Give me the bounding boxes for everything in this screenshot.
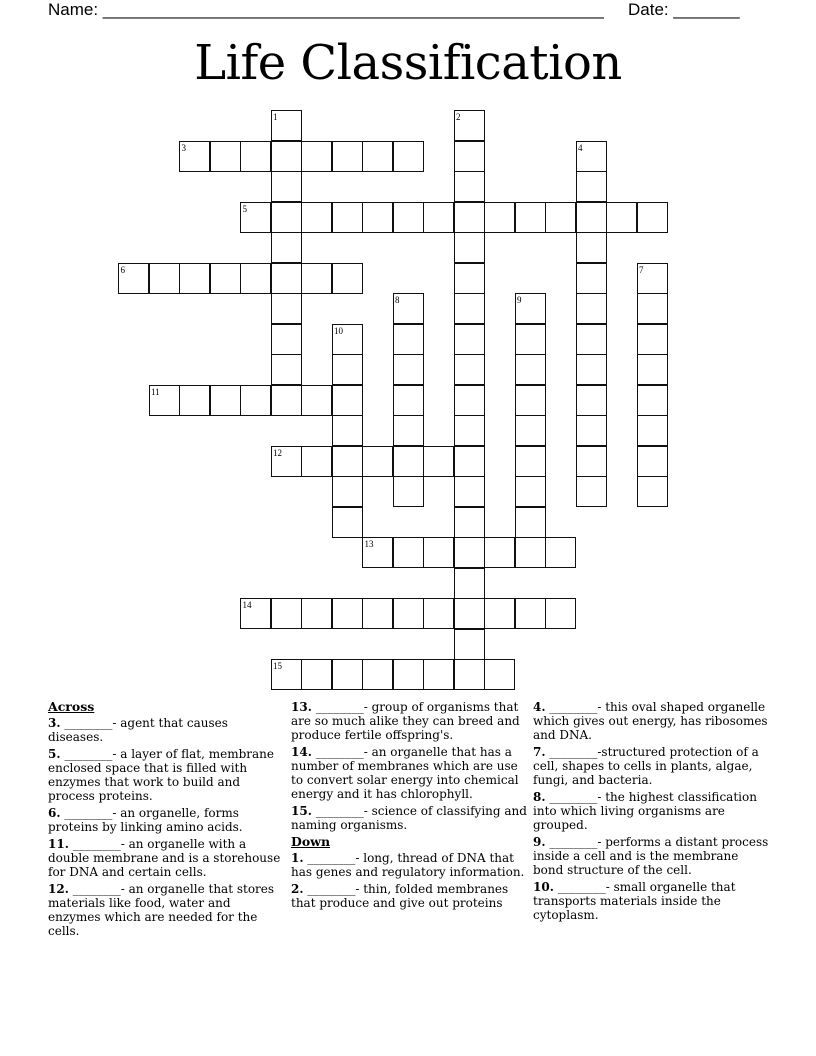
- grid-cell[interactable]: [423, 598, 454, 629]
- grid-cell[interactable]: [271, 202, 302, 233]
- clue-number: 12.: [48, 882, 69, 896]
- grid-cell[interactable]: [301, 659, 332, 690]
- grid-cell[interactable]: [332, 385, 363, 416]
- down-clue-9: [533, 835, 769, 877]
- grid-cell[interactable]: [515, 354, 546, 385]
- across-clue-13: [291, 700, 527, 742]
- grid-cell[interactable]: [454, 659, 485, 690]
- down-clue-7: [533, 745, 769, 787]
- grid-cell[interactable]: [362, 659, 393, 690]
- grid-cell[interactable]: [393, 202, 424, 233]
- clue-number: 13.: [291, 700, 312, 714]
- grid-cell[interactable]: [393, 476, 424, 507]
- grid-cell[interactable]: [454, 202, 485, 233]
- clue-number-label: 13: [364, 539, 374, 549]
- grid-cell[interactable]: [454, 141, 485, 172]
- grid-cell[interactable]: [454, 293, 485, 324]
- grid-cell[interactable]: [454, 476, 485, 507]
- clue-number: 8.: [533, 790, 546, 804]
- grid-cell[interactable]: [484, 202, 515, 233]
- clue-text: ________- agent that causes diseases.: [48, 716, 228, 744]
- grid-cell[interactable]: [301, 263, 332, 294]
- grid-cell[interactable]: [637, 476, 668, 507]
- clue-number-label: 15: [273, 661, 282, 671]
- clue-number-label: 8: [395, 295, 400, 305]
- down-clue-4: [533, 700, 769, 742]
- grid-cell[interactable]: [515, 507, 546, 538]
- grid-cell[interactable]: [545, 202, 576, 233]
- clue-text: ________- an organelle with a double membrane and is a storehouse for DNA and certain cells.: [48, 837, 281, 879]
- down-heading: Down: [291, 834, 331, 849]
- grid-cell[interactable]: [332, 202, 363, 233]
- grid-cell[interactable]: [332, 476, 363, 507]
- grid-cell[interactable]: [454, 324, 485, 355]
- clue-text: ________- an organelle, forms proteins by linking amino acids.: [48, 806, 243, 834]
- grid-cell[interactable]: [515, 415, 546, 446]
- grid-cell[interactable]: [454, 537, 485, 568]
- grid-cell[interactable]: [515, 385, 546, 416]
- grid-cell[interactable]: [271, 141, 302, 172]
- grid-cell[interactable]: [515, 598, 546, 629]
- across-clue-11: [48, 837, 284, 879]
- grid-cell[interactable]: [606, 202, 637, 233]
- across-heading: Across: [48, 699, 95, 714]
- clue-text: ________- group of organisms that are so much alike they can breed and produce fertile offspring's.: [291, 700, 520, 742]
- clue-text: ________- an organelle that has a number of membranes which are use to convert solar energy into chemical energy and it has chlorophyll.: [291, 745, 519, 801]
- grid-cell[interactable]: [576, 171, 607, 202]
- grid-cell[interactable]: [454, 446, 485, 477]
- across-clue-3: [48, 716, 284, 744]
- grid-cell[interactable]: [332, 415, 363, 446]
- grid-cell[interactable]: [393, 385, 424, 416]
- clue-number: 3.: [48, 716, 61, 730]
- clues-column-3: [533, 700, 769, 925]
- clue-number: 5.: [48, 747, 61, 761]
- clue-number-label: 5: [242, 203, 247, 214]
- grid-cell[interactable]: [576, 232, 607, 263]
- grid-cell[interactable]: [576, 263, 607, 294]
- grid-cell[interactable]: [179, 263, 210, 294]
- grid-cell[interactable]: [576, 324, 607, 355]
- clue-number-label: 11: [151, 386, 160, 397]
- clue-text: ________- science of classifying and naming organisms.: [291, 804, 527, 832]
- name-field-label: Name: _____________________________________________________: [48, 0, 604, 19]
- across-clue-12: [48, 882, 284, 938]
- clue-number-label: 6: [120, 264, 125, 275]
- clue-number-label: 2: [456, 112, 461, 122]
- grid-cell[interactable]: [393, 446, 424, 477]
- grid-cell[interactable]: [637, 354, 668, 385]
- clue-number: 7.: [533, 745, 546, 759]
- grid-cell[interactable]: [393, 659, 424, 690]
- clue-number-label: 3: [181, 142, 186, 153]
- grid-cell[interactable]: [271, 293, 302, 324]
- clue-text: ________- thin, folded membranes that produce and give out proteins: [291, 882, 509, 910]
- grid-cell[interactable]: [484, 537, 515, 568]
- grid-cell[interactable]: [240, 385, 271, 416]
- across-clue-5: [48, 747, 284, 803]
- grid-cell[interactable]: [423, 537, 454, 568]
- grid-cell[interactable]: [149, 263, 180, 294]
- grid-cell[interactable]: [393, 537, 424, 568]
- clue-number-label: 4: [578, 142, 583, 153]
- clue-number-label: 7: [639, 264, 644, 275]
- grid-cell[interactable]: [576, 293, 607, 324]
- across-clue-14: [291, 745, 527, 801]
- grid-cell[interactable]: [393, 354, 424, 385]
- grid-cell[interactable]: [576, 354, 607, 385]
- grid-cell[interactable]: [637, 446, 668, 477]
- clue-number: 15.: [291, 804, 312, 818]
- grid-cell[interactable]: [332, 659, 363, 690]
- grid-cell[interactable]: [271, 171, 302, 202]
- grid-cell[interactable]: [271, 232, 302, 263]
- grid-cell[interactable]: [515, 476, 546, 507]
- grid-cell[interactable]: [362, 446, 393, 477]
- clue-text: ________- small organelle that transports materials inside the cytoplasm.: [533, 880, 736, 922]
- clue-text: ________- this oval shaped organelle which gives out energy, has ribosomes and DNA.: [533, 700, 768, 742]
- clue-number: 1.: [291, 851, 304, 865]
- grid-cell[interactable]: [271, 354, 302, 385]
- grid-cell[interactable]: [332, 354, 363, 385]
- grid-cell[interactable]: [576, 202, 607, 233]
- grid-cell[interactable]: [393, 141, 424, 172]
- grid-cell[interactable]: [362, 598, 393, 629]
- grid-cell[interactable]: [301, 385, 332, 416]
- grid-cell[interactable]: [637, 385, 668, 416]
- grid-cell[interactable]: [423, 446, 454, 477]
- date-field-label: Date: _______: [628, 0, 740, 19]
- grid-cell[interactable]: [454, 598, 485, 629]
- grid-cell[interactable]: [210, 263, 241, 294]
- down-clue-1: [291, 851, 527, 879]
- grid-cell[interactable]: [423, 202, 454, 233]
- grid-cell[interactable]: [515, 446, 546, 477]
- grid-cell[interactable]: [301, 446, 332, 477]
- grid-cell[interactable]: [545, 537, 576, 568]
- grid-cell[interactable]: [271, 263, 302, 294]
- grid-cell[interactable]: [637, 293, 668, 324]
- grid-cell[interactable]: [576, 385, 607, 416]
- grid-cell[interactable]: [454, 385, 485, 416]
- clue-number: 11.: [48, 837, 69, 851]
- clue-text: ________-structured protection of a cell, shapes to cells in plants, algae, fungi, and bacteria.: [533, 745, 759, 787]
- clue-number: 10.: [533, 880, 554, 894]
- grid-cell[interactable]: [576, 476, 607, 507]
- down-clue-10: [533, 880, 769, 922]
- grid-cell[interactable]: [515, 202, 546, 233]
- grid-cell[interactable]: [332, 446, 363, 477]
- grid-cell[interactable]: [301, 141, 332, 172]
- grid-cell[interactable]: [240, 263, 271, 294]
- clue-text: ________- performs a distant process inside a cell and is the membrane bond structure of the cell.: [533, 835, 769, 877]
- grid-cell[interactable]: [576, 446, 607, 477]
- page-title: Life Classification: [194, 35, 622, 91]
- grid-cell[interactable]: [454, 171, 485, 202]
- grid-cell[interactable]: [362, 141, 393, 172]
- grid-cell[interactable]: [332, 263, 363, 294]
- grid-cell[interactable]: [515, 537, 546, 568]
- grid-cell[interactable]: [301, 202, 332, 233]
- clue-number-label: 12: [273, 447, 282, 458]
- grid-cell[interactable]: [637, 202, 668, 233]
- down-clue-8: [533, 790, 769, 832]
- clue-number: 9.: [533, 835, 546, 849]
- clue-number: 2.: [291, 882, 304, 896]
- grid-cell[interactable]: [271, 598, 302, 629]
- across-clue-6: [48, 806, 284, 834]
- clue-number-label: 1: [273, 112, 278, 122]
- grid-cell[interactable]: [576, 415, 607, 446]
- grid-cell[interactable]: [332, 598, 363, 629]
- grid-cell[interactable]: [454, 629, 485, 660]
- across-clue-15: [291, 804, 527, 832]
- grid-cell[interactable]: [240, 141, 271, 172]
- grid-cell[interactable]: [301, 598, 332, 629]
- grid-cell[interactable]: [332, 507, 363, 538]
- clue-number-label: 9: [517, 295, 522, 305]
- grid-cell[interactable]: [515, 324, 546, 355]
- grid-cell[interactable]: [637, 324, 668, 355]
- grid-cell[interactable]: [393, 324, 424, 355]
- down-clue-2: [291, 882, 527, 910]
- grid-cell[interactable]: [423, 659, 454, 690]
- clue-number-label: 10: [334, 325, 343, 336]
- grid-cell[interactable]: [362, 202, 393, 233]
- grid-cell[interactable]: [210, 141, 241, 172]
- grid-cell[interactable]: [545, 598, 576, 629]
- grid-cell[interactable]: [332, 141, 363, 172]
- grid-cell[interactable]: [271, 324, 302, 355]
- grid-cell[interactable]: [393, 415, 424, 446]
- grid-cell[interactable]: [393, 598, 424, 629]
- clues-column-2: [291, 700, 527, 913]
- clue-number: 14.: [291, 745, 312, 759]
- grid-cell[interactable]: [637, 415, 668, 446]
- grid-cell[interactable]: [179, 385, 210, 416]
- grid-cell[interactable]: [454, 507, 485, 538]
- grid-cell[interactable]: [484, 659, 515, 690]
- clue-text: ________- an organelle that stores materials like food, water and enzymes which are needed for the cells.: [48, 882, 275, 938]
- grid-cell[interactable]: [454, 232, 485, 263]
- clue-number: 4.: [533, 700, 546, 714]
- clue-text: ________- long, thread of DNA that has genes and regulatory information.: [291, 851, 525, 879]
- grid-cell[interactable]: [210, 385, 241, 416]
- clue-text: ________- a layer of flat, membrane enclosed space that is filled with enzymes that work to build and process proteins.: [48, 747, 274, 803]
- clues-column-1: [48, 700, 284, 941]
- clue-text: ________- the highest classification into which living organisms are grouped.: [533, 790, 757, 832]
- clue-number: 6.: [48, 806, 61, 820]
- grid-cell[interactable]: [271, 385, 302, 416]
- grid-cell[interactable]: [454, 263, 485, 294]
- clue-number-label: 14: [242, 600, 252, 610]
- grid-cell[interactable]: [454, 354, 485, 385]
- grid-cell[interactable]: [454, 415, 485, 446]
- grid-cell[interactable]: [484, 598, 515, 629]
- grid-cell[interactable]: [454, 568, 485, 599]
